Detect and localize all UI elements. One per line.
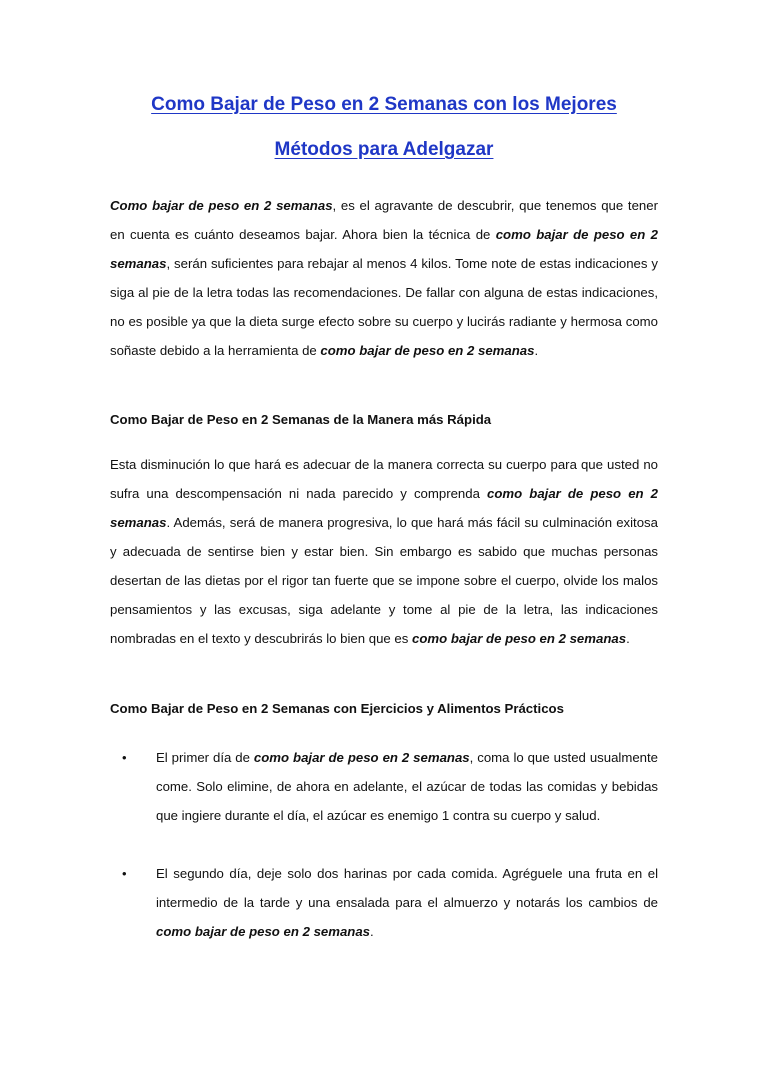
list-item: [110, 743, 658, 830]
section-heading-exercises-foods: Como Bajar de Peso en 2 Semanas con Ejercicios y Alimentos Prácticos: [110, 701, 564, 716]
list-item-text: El segundo día, deje solo dos harinas por cada comida. Agréguele una fruta en el intermedio de la tarde y una ensalada para el almuerzo y notarás los cambios de: [156, 866, 658, 910]
keyword-emphasis: como bajar de peso en 2 semanas: [110, 486, 658, 530]
bullet-icon: •: [122, 866, 127, 881]
paragraph-text: . Además, será de manera progresiva, lo que hará más fácil su culminación exitosa y adecuada de sentirse bien y estar bien. Sin embargo es sabido que muchas personas desertan de las dietas por el rigor tan fuerte que se impone sobre el cuerpo, olvide los malos pensamientos y las excusas, siga adelante y tome al pie de la letra, las indicaciones nombradas en el texto y descubrirás lo bien que es: [110, 515, 658, 646]
paragraph-intro: [110, 191, 658, 365]
keyword-emphasis: como bajar de peso en 2 semanas: [156, 924, 371, 939]
keyword-emphasis: como bajar de peso en 2 semanas: [320, 343, 535, 358]
paragraph-text: .: [534, 343, 539, 358]
bullet-list: [110, 859, 658, 946]
bullet-icon: •: [122, 750, 127, 765]
document-title-line-1: Como Bajar de Peso en 2 Semanas con los Mejores: [151, 94, 617, 115]
document-title-line-2: Métodos para Adelgazar: [274, 139, 494, 160]
paragraph-fastest-way: [110, 450, 658, 653]
list-item: [110, 859, 658, 946]
list-item-text: , coma lo que usted usualmente come. Solo elimine, de ahora en adelante, el azúcar de todas las comidas y bebidas que ingiere durante el día, el azúcar es enemigo 1 contra su cuerpo y salud.: [156, 750, 659, 823]
paragraph-text: Esta disminución lo que hará es adecuar de la manera correcta su cuerpo para que usted no sufra una descompensación ni nada parecido y comprenda: [110, 457, 658, 501]
bullet-list: [110, 743, 658, 830]
keyword-emphasis: como bajar de peso en 2 semanas: [110, 227, 658, 271]
keyword-emphasis: como bajar de peso en 2 semanas: [253, 750, 470, 765]
keyword-emphasis: Como bajar de peso en 2 semanas: [110, 198, 333, 213]
section-heading-fastest-way: Como Bajar de Peso en 2 Semanas de la Manera más Rápida: [110, 412, 492, 427]
paragraph-text: , es el agravante de descubrir, que tenemos que tener en cuenta es cuánto deseamos bajar. Ahora bien la técnica de: [110, 198, 658, 242]
paragraph-text: .: [626, 631, 630, 646]
paragraph-text: , serán suficientes para rebajar al menos 4 kilos. Tome note de estas indicaciones y siga al pie de la letra todas las recomendaciones. De fallar con alguna de estas indicaciones, no es posible ya que la dieta surge efecto sobre su cuerpo y lucirás radiante y hermosa como soñaste debido a la herramienta de: [110, 256, 658, 358]
list-item-text: El primer día de: [156, 750, 254, 765]
list-item-text: .: [370, 924, 374, 939]
keyword-emphasis: como bajar de peso en 2 semanas: [412, 631, 627, 646]
